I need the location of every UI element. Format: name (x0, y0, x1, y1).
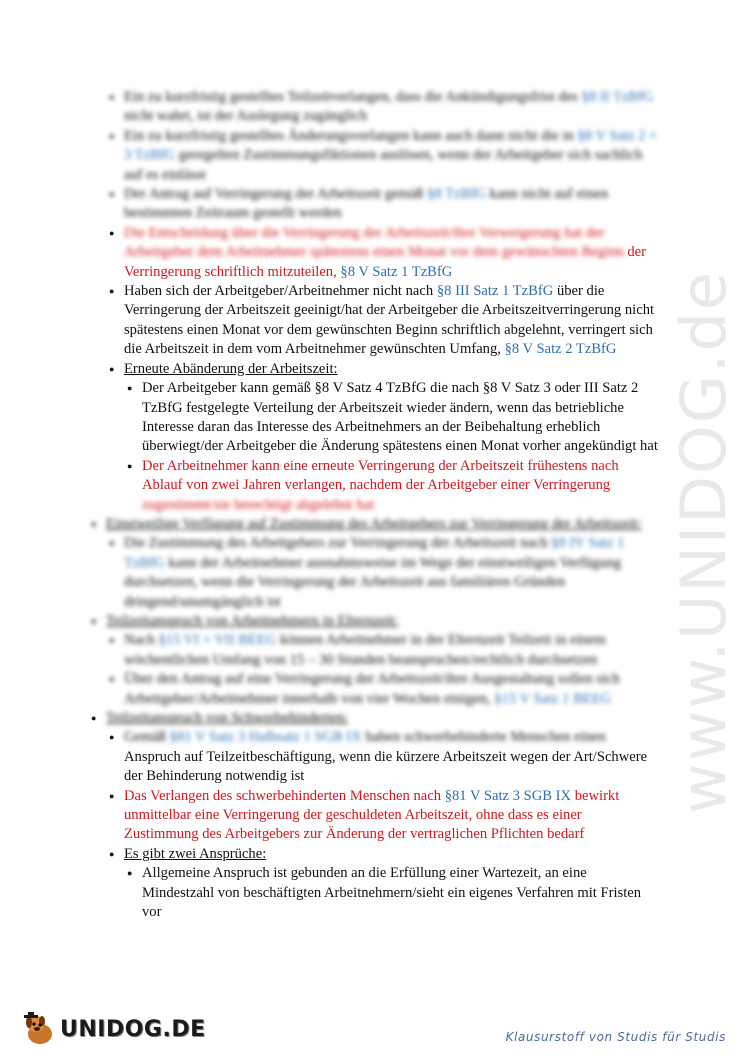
list-root (88, 515, 658, 923)
list-item: ● Teilzeitanspruch von Schwerbehinderten: ● Gemäß §81 V Satz 3 Halbsatz 1 SGB IX haben schwerbehinderte Menschen einen Anspruch auf Teilzeitbeschäftigung, wenn die kürzere Arbeitszeit wegen der Art/Schwere der Behinderung notwendig ist ● Das Verlangen des schwerbehinderten Menschen nach §81 V Satz 3 SGB IX bewirkt unmittelbar eine Verringerung der geschuldeten Arbeitszeit, ohne dass es einer Zustimmung des Arbeitgebers zur Änderung der vertraglichen Pflichten bedarf ● Es gibt zwei Ansprüche: ● Allgemeine Anspruch ist gebunden an die Erfüllung einer Wartezeit, an eine Mindestzahl von beschäftigten Arbeitnehmern/sieht ein eigenes Verfahren mit Fristen vor (88, 709, 658, 922)
list-level-1 (88, 282, 658, 515)
unidog-logo (22, 1012, 206, 1046)
document-body (88, 88, 658, 922)
list-item: ● Allgemeine Anspruch ist gebunden an die Erfüllung einer Wartezeit, an eine Mindestzahl von beschäftigten Arbeitnehmern/sieht ein eigenes Verfahren mit Fristen vor (124, 864, 658, 922)
list-level-3 (124, 864, 658, 922)
list-item: ● Der Antrag auf Verringerung der Arbeitszeit gemäß §8 TzBfG kann nicht auf einen bestimmten Zeitraum gestellt werden (106, 185, 658, 224)
list-item: ● Die Entscheidung über die Verringerung der Arbeitszeit/ihre Verweigerung hat der Arbeitgeber dem Arbeitnehmer spätestens einen Monat vor dem gewünschten Beginn der Verringerung schriftlich mitzuteilen, §8 V Satz 1 TzBfG (106, 224, 658, 282)
logo-text: UNIDOG.DE (60, 1016, 206, 1042)
list-item: ● Die Zustimmung des Arbeitgebers zur Verringerung der Arbeitszeit nach §8 IV Satz 1 TzBfG kann der Arbeitnehmer ausnahmsweise im Wege der einstweiligen Verfügung durchsetzen, wenn die Verringerung der Arbeitszeit aus familiären Gründen dringend/unumgänglich ist (106, 534, 658, 612)
dog-mascot-icon (22, 1012, 58, 1046)
list-item: ● Ein zu kurzfristig gestelltes Teilzeitverlangen, dass die Ankündigungsfrist des §8 II TzBfG nicht wahrt, ist der Auslegung zugänglich (106, 88, 658, 127)
list-item: ● Einstweilige Verfügung auf Zustimmung des Arbeitgebers zur Verringerung der Arbeitszeit: ● Die Zustimmung des Arbeitgebers zur Verringerung der Arbeitszeit nach §8 IV Satz 1 TzBfG kann der Arbeitnehmer ausnahmsweise im Wege der einstweiligen Verfügung durchsetzen, wenn die Verringerung der Arbeitszeit aus familiären Gründen dringend/unumgänglich ist (88, 515, 658, 612)
list-level-2 (106, 631, 658, 709)
list-item: ● Das Verlangen des schwerbehinderten Menschen nach §81 V Satz 3 SGB IX bewirkt unmittelbar eine Verringerung der geschuldeten Arbeitszeit, ohne dass es einer Zustimmung des Arbeitgebers zur Änderung der vertraglichen Pflichten bedarf (106, 787, 658, 845)
list-item: ● Haben sich der Arbeitgeber/Arbeitnehmer nicht nach §8 III Satz 1 TzBfG über die Verringerung der Arbeitszeit geeinigt/hat der Arbeitgeber die Arbeitszeitverringerung nicht spätestens einen Monat vor dem gewünschten Beginn schriftlich abgelehnt, verringert sich die Arbeitszeit in dem vom Arbeitnehmer gewünschten Umfang, §8 V Satz 2 TzBfG (106, 282, 658, 360)
list-level-2 (106, 534, 658, 612)
list-item: ● Erneute Abänderung der Arbeitszeit: ● Der Arbeitgeber kann gemäß §8 V Satz 4 TzBfG die nach §8 V Satz 3 oder III Satz 2 TzBfG festgelegte Verteilung der Arbeitszeit wieder ändern, wenn das betriebliche Interesse daran das Interesse des Arbeitnehmers an der Beibehaltung erheblich überwiegt/der Arbeitgeber die Änderung spätestens einen Monat vorher angekündigt hat ● Der Arbeitnehmer kann eine erneute Verringerung der Arbeitszeit frühestens nach Ablauf von zwei Jahren verlangen, nachdem der Arbeitgeber einer Verringerung zugestimmt/sie berechtigt abgelehnt hat (106, 360, 658, 515)
list-item: ● Gemäß §81 V Satz 3 Halbsatz 1 SGB IX haben schwerbehinderte Menschen einen Anspruch auf Teilzeitbeschäftigung, wenn die kürzere Arbeitszeit wegen der Art/Schwere der Behinderung notwendig ist (106, 728, 658, 786)
list-item: ● Ein zu kurzfristig gestelltes Änderungsverlangen kann auch dann nicht die in §8 V Satz 2 + 3 TzBfG geregelten Zustimmungsfiktionen auslösen, wenn der Arbeitgeber sich sachlich auf es einlässt (106, 127, 658, 185)
list-item: ● Über den Antrag auf eine Verringerung der Arbeitszeit/ihre Ausgestaltung sollen sich Arbeitgeber/Arbeitnehmer innerhalb von vier Wochen einigen, §15 V Satz 1 BEEG (106, 670, 658, 709)
watermark-text: www.UNIDOG.de (667, 270, 740, 814)
list-item: ● Nach §15 VI + VII BEEG können Arbeitnehmer in der Elternzeit Teilzeit in einem wöchentlichen Umfang von 15 – 30 Stunden beanspruchen/rechtlich durchsetzen (106, 631, 658, 670)
list-level-2 (106, 728, 658, 922)
list-item: ● Es gibt zwei Ansprüche: ● Allgemeine Anspruch ist gebunden an die Erfüllung einer Wartezeit, an eine Mindestzahl von beschäftigten Arbeitnehmern/sieht ein eigenes Verfahren mit Fristen vor (106, 845, 658, 923)
list-top-nested (88, 88, 658, 282)
list-level-2 (124, 379, 658, 515)
footer-tagline: Klausurstoff von Studis für Studis (505, 1030, 726, 1044)
list-item: ● Der Arbeitnehmer kann eine erneute Verringerung der Arbeitszeit frühestens nach Ablauf von zwei Jahren verlangen, nachdem der Arbeitgeber einer Verringerung zugestimmt/sie berechtigt abgelehnt hat (124, 457, 658, 515)
list-item: ● Teilzeitanspruch von Arbeitnehmern in Elternzeit: ● Nach §15 VI + VII BEEG können Arbeitnehmer in der Elternzeit Teilzeit in einem wöchentlichen Umfang von 15 – 30 Stunden beanspruchen/rechtlich durchsetzen ● Über den Antrag auf eine Verringerung der Arbeitszeit/ihre Ausgestaltung sollen sich Arbeitgeber/Arbeitnehmer innerhalb von vier Wochen einigen, §15 V Satz 1 BEEG (88, 612, 658, 709)
list-item: ● Der Arbeitgeber kann gemäß §8 V Satz 4 TzBfG die nach §8 V Satz 3 oder III Satz 2 TzBfG festgelegte Verteilung der Arbeitszeit wieder ändern, wenn das betriebliche Interesse daran das Interesse des Arbeitnehmers an der Beibehaltung erheblich überwiegt/der Arbeitgeber die Änderung spätestens einen Monat vorher angekündigt hat (124, 379, 658, 457)
